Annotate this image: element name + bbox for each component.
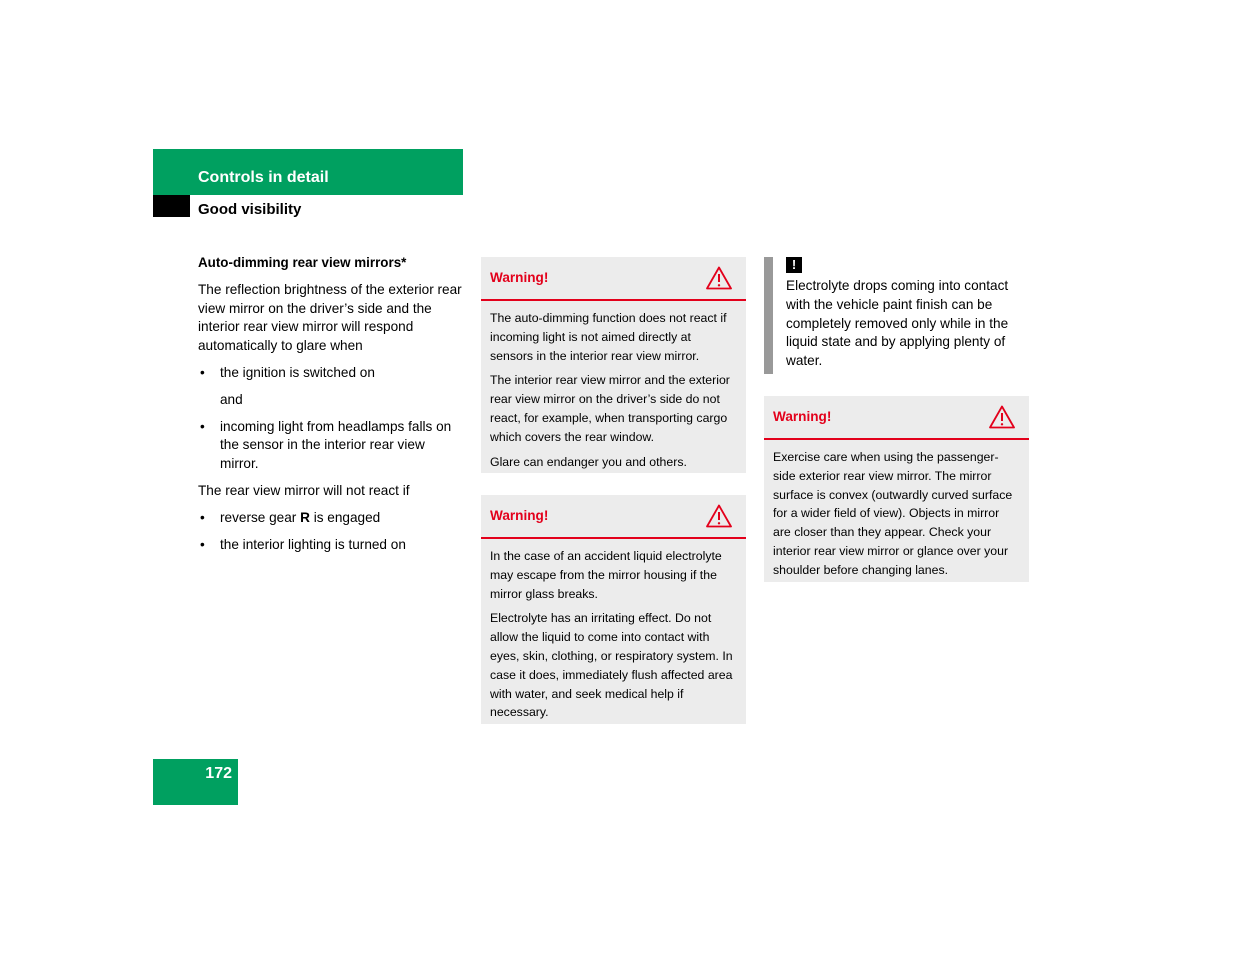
warning-body xyxy=(481,301,746,471)
subsection-marker xyxy=(153,195,190,217)
warning-triangle-icon xyxy=(989,405,1015,429)
warning-header xyxy=(481,495,746,539)
note-text: Electrolyte drops coming into contact with the vehicle paint finish can be completely removed only while in the liquid state and by applying plenty of water. xyxy=(786,278,1009,369)
react-conditions-list xyxy=(198,364,466,383)
page-number-tab xyxy=(153,759,238,805)
warning-paragraph: Glare can endanger you and others. xyxy=(490,454,687,469)
gear-letter: R xyxy=(300,509,310,525)
react-conditions-list-cont xyxy=(198,418,466,474)
warning-header xyxy=(481,257,746,301)
list-item xyxy=(198,509,466,528)
note-side-bar xyxy=(764,257,773,374)
no-react-conditions-list xyxy=(198,509,466,555)
note-box xyxy=(764,257,1029,374)
exclamation-square-icon: ! xyxy=(786,257,802,273)
warning-body xyxy=(764,440,1029,580)
no-react-intro: The rear view mirror will not react if xyxy=(198,482,410,498)
subsection-title: Good visibility xyxy=(198,201,302,218)
section-title: Controls in detail xyxy=(198,169,329,186)
list-item: • incoming light from headlamps falls on the sensor in the interior rear view mirror. xyxy=(198,418,466,474)
warning-label: Warning! xyxy=(490,508,549,523)
list-item-text: reverse gear xyxy=(220,509,301,525)
list-item: • the interior lighting is turned on xyxy=(198,536,466,555)
warning-paragraph: In the case of an accident liquid electrolyte may escape from the mirror housing if the mirror glass breaks. xyxy=(490,549,722,601)
page-number: 172 xyxy=(205,765,232,782)
warning-box-auto-dimming xyxy=(481,257,746,473)
main-text-column xyxy=(198,254,466,562)
list-item: • the ignition is switched on xyxy=(198,364,466,383)
intro-paragraph: The reflection brightness of the exterior rear view mirror on the driver’s side and the interior rear view mirror will respond automatically to glare when xyxy=(198,281,462,354)
topic-heading: Auto-dimming rear view mirrors* xyxy=(198,255,407,270)
warning-box-convex-mirror xyxy=(764,396,1029,582)
warning-header xyxy=(764,396,1029,440)
warning-box-electrolyte xyxy=(481,495,746,724)
warning-label: Warning! xyxy=(490,270,549,285)
warning-label: Warning! xyxy=(773,409,832,424)
warning-paragraph: The interior rear view mirror and the exterior rear view mirror on the driver’s side do not react, for example, when transporting cargo which covers the rear window. xyxy=(490,373,730,444)
warning-triangle-icon xyxy=(706,504,732,528)
warning-body xyxy=(481,539,746,722)
list-item-text: is engaged xyxy=(309,509,381,525)
warning-triangle-icon xyxy=(706,266,732,290)
list-connector: and xyxy=(220,391,243,407)
warning-paragraph: The auto-dimming function does not react if incoming light is not aimed directly at sensors in the interior rear view mirror. xyxy=(490,311,727,363)
warning-paragraph: Exercise care when using the passenger-side exterior rear view mirror. The mirror surface is convex (outwardly curved surface for a wider field of view). Objects in mirror are closer than they appear. Check your interior rear view mirror or glance over your shoulder before changing lanes. xyxy=(773,450,1013,577)
warning-paragraph: Electrolyte has an irritating effect. Do not allow the liquid to come into contact with eyes, skin, clothing, or respiratory system. In case it does, immediately flush affected area with water, and seek medical help if necessary. xyxy=(490,611,733,720)
